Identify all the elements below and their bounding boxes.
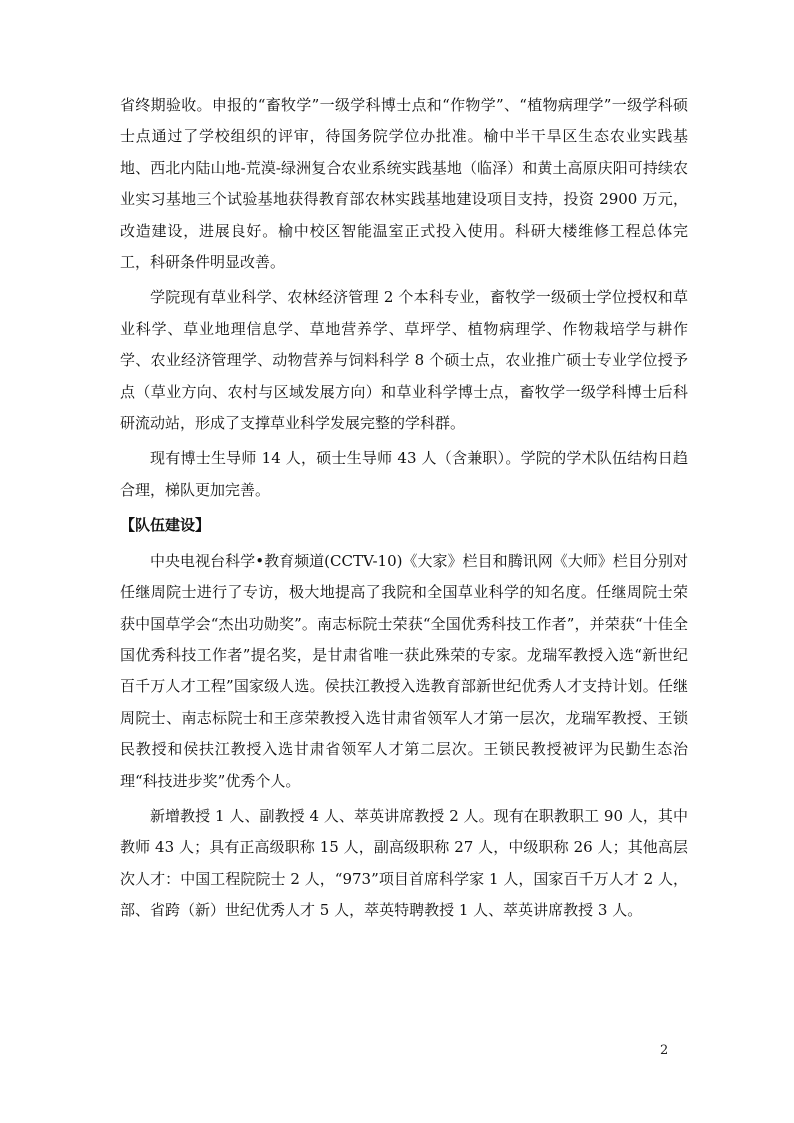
paragraph-staff: 新增教授 1 人、副教授 4 人、萃英讲席教授 2 人。现有在职教职工 90 人，其中教师 43 人；具有正高级职称 15 人，副高级职称 27 人，中级职称 26 人；其他高层次人才：中国工程院院士 2 人，“973”项目首席科学家 1 人，国家百千万人才 2 人，部、省跨（新）世纪优秀人才 5 人，萃英特聘教授 1 人、萃英讲席教授 3 人。: [120, 806, 688, 920]
paragraph-acceptance: 省终期验收。申报的“畜牧学”一级学科博士点和“作物学”、“植物病理学”一级学科硕士点通过了学校组织的评审，待国务院学位办批准。榆中半干旱区生态农业实践基地、西北内陆山地-荒漠-绿洲复合农业系统实践基地（临泽）和黄土高原庆阳可持续农业实习基地三个试验基地获得教育部农林实践基地建设项目支持，投资 2900 万元，改造建设，进展良好。榆中校区智能温室正式投入使用。科研大楼维修工程总体完工，科研条件明显改善。: [120, 96, 689, 272]
document-body: [120, 90, 688, 931]
paragraph-honors: 中央电视台科学•教育频道(CCTV-10)《大家》栏目和腾讯网《大师》栏目分别对任继周院士进行了专访，极大地提高了我院和全国草业科学的知名度。任继周院士荣获中国草学会“杰出功勋奖”。南志标院士荣获“全国优秀科技工作者”，并荣获“十佳全国优秀科技工作者”提名奖，是甘肃省唯一获此殊荣的专家。龙瑞军教授入选“新世纪百千万人才工程”国家级人选。侯扶江教授入选教育部新世纪优秀人才支持计划。任继周院士、南志标院士和王彦荣教授入选甘肃省领军人才第一层次，龙瑞军教授、王锁民教授和侯扶江教授入选甘肃省领军人才第二层次。王锁民教授被评为民勤生态治理“科技进步奖”优秀个人。: [120, 551, 688, 790]
paragraph-supervisors: 现有博士生导师 14 人，硕士生导师 43 人（含兼职）。学院的学术队伍结构日趋合理，梯队更加完善。: [120, 449, 688, 499]
page-number: 2: [660, 1043, 669, 1058]
section-heading-team-building: 【队伍建设】: [120, 516, 211, 535]
paragraph-disciplines: 学院现有草业科学、农林经济管理 2 个本科专业，畜牧学一级硕士学位授权和草业科学、草业地理信息学、草地营养学、草坪学、植物病理学、作物栽培学与耕作学、农业经济管理学、动物营养与饲料科学 8 个硕士点，农业推广硕士专业学位授予点（草业方向、农村与区域发展方向）和草业科学博士点，畜牧学一级学科博士后科研流动站，形成了支撑草业科学发展完整的学科群。: [120, 288, 688, 433]
